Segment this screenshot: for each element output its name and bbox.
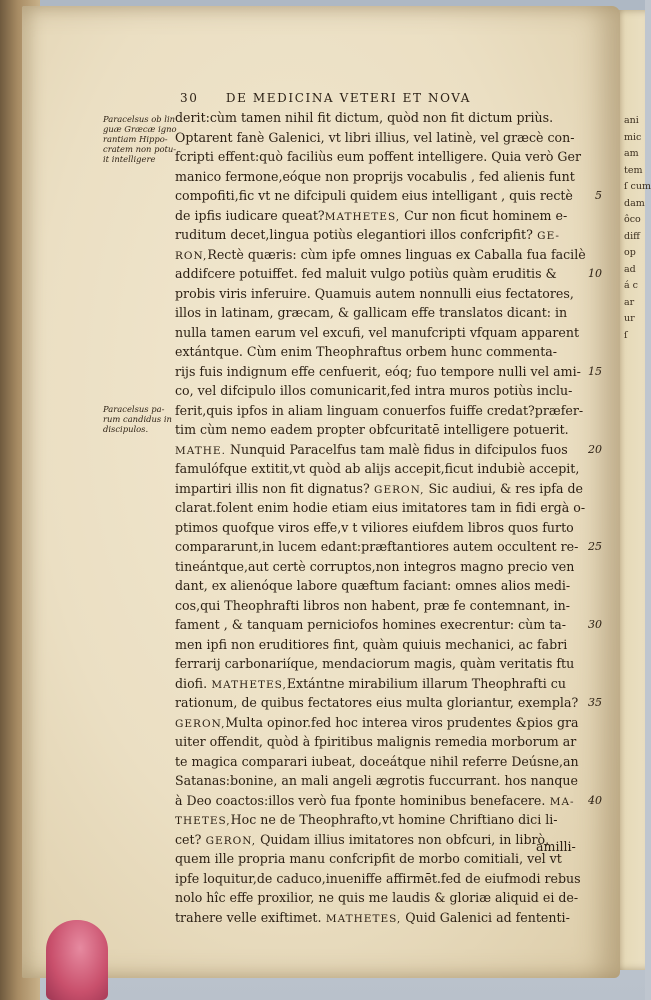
- line-number: 40: [588, 793, 602, 807]
- text-line: [175, 186, 595, 206]
- text-line: [175, 849, 595, 869]
- text-line: [175, 674, 595, 694]
- line-number-blank: [578, 284, 602, 304]
- line-number-blank: [578, 206, 602, 226]
- line-text: tim cùm nemo eadem propter obfcuritatē intelligere potuerit.: [175, 422, 569, 437]
- line-number-blank: [578, 635, 602, 655]
- gloss-line: Paracelsus ob lin: [103, 114, 176, 124]
- line-number-blank: [578, 108, 602, 128]
- line-number-blank: [578, 479, 602, 499]
- line-text: nulla tamen earum vel excufi, vel manufcripti vfquam apparent: [175, 324, 580, 340]
- speaker-name: GE-: [532, 230, 560, 242]
- line-number: 5: [595, 189, 602, 202]
- gloss-line: cratem non potu-: [103, 144, 177, 154]
- line-number-blank: [578, 888, 602, 908]
- text-line: [175, 518, 595, 538]
- line-text-after-speaker: Multa opinor.fed hoc interea viros prudentes &pios gra: [225, 714, 579, 730]
- line-text: illos in latinam, græcam, & gallicam effe translatos dicant: in: [175, 305, 568, 320]
- speaker-name: MATHETES,: [207, 678, 287, 691]
- text-line: [175, 401, 595, 421]
- line-number-column: [578, 108, 602, 927]
- line-text: addifcere potuiffet. fed maluit vulgo potiùs quàm eruditis &: [175, 266, 557, 281]
- text-line: [175, 635, 595, 655]
- line-number-blank: [578, 323, 602, 343]
- line-text: ferit,quis ipfos in aliam linguam conuerfos fuiffe credat?præfer-: [175, 402, 584, 418]
- line-number-blank: [578, 654, 602, 674]
- line-number-blank: [578, 596, 602, 616]
- line-number-blank: [578, 674, 602, 694]
- line-number-blank: [578, 830, 602, 850]
- line-text: impartiri illis non fit dignatus?: [175, 480, 370, 496]
- text-line: [175, 147, 595, 167]
- running-head: [180, 91, 540, 105]
- text-line: [175, 440, 595, 460]
- line-number-blank: [578, 732, 602, 752]
- facing-page-fragment: ani: [624, 115, 639, 126]
- facing-page-fragment: tem: [624, 164, 643, 176]
- line-number-blank: [578, 869, 602, 889]
- side-gloss-paracelsus-disciples: [103, 404, 179, 434]
- line-text: rijs fuis indignum effe cenfuerit, eóq; fuo tempore nulli vel ami-: [175, 363, 581, 379]
- line-number: 30: [588, 618, 602, 631]
- speaker-name: GERON,: [369, 483, 425, 496]
- text-line: [175, 264, 595, 284]
- running-head-title: DE MEDICINA VETERI ET NOVA: [225, 91, 472, 105]
- line-text: cet?: [175, 831, 202, 847]
- line-text: trahere velle exiftimet.: [175, 909, 322, 925]
- text-line: [175, 791, 595, 811]
- text-line: [175, 557, 595, 577]
- line-number-blank: [578, 849, 602, 869]
- line-number-blank: [578, 518, 602, 538]
- facing-page-fragment: á c: [624, 280, 639, 291]
- scanner-thumb: [46, 920, 108, 1000]
- line-text: co, vel difcipulo illos comunicarit,fed intra muros potiùs inclu-: [175, 383, 573, 398]
- text-line: [175, 206, 595, 226]
- facing-page-fragment: ôco: [624, 214, 641, 225]
- gloss-line: it intelligere: [103, 154, 156, 164]
- line-number-blank: [578, 342, 602, 362]
- line-number-blank: [578, 713, 602, 733]
- line-text: probis viris inferuire. Quamuis autem nonnulli eius fectatores,: [175, 285, 574, 301]
- line-text-after-speaker: Quid Galenici ad fententi-: [401, 909, 570, 925]
- line-text: uiter offendit, quòd à fpiritibus malignis remedia morborum ar: [175, 734, 577, 749]
- facing-page-fragment: ad: [624, 263, 636, 275]
- facing-page-fragment: mic: [624, 131, 642, 143]
- line-number-blank: [578, 381, 602, 401]
- line-text: extántque. Cùm enim Theophraftus orbem hunc commenta-: [175, 344, 558, 359]
- line-text: ipfe loquitur,de caduco,inueniffe affirmēt.fed de eiufmodi rebus: [175, 870, 581, 886]
- line-text: cos,qui Theophrafti libros non habent, præ fe contemnant, in-: [175, 597, 571, 613]
- line-text-after-speaker: Rectè quæris: cùm ipfe omnes linguas ex Caballa fua facilè: [207, 246, 586, 262]
- line-number-blank: [578, 420, 602, 440]
- line-text: famulófque extitit,vt quòd ab alijs accepit,ficut indubiè accepit,: [175, 461, 580, 476]
- line-number: 35: [588, 696, 602, 709]
- line-number: 20: [588, 442, 602, 456]
- line-text-after-speaker: Extántne mirabilium illarum Theophrafti cu: [286, 675, 566, 691]
- line-number-blank: [578, 459, 602, 479]
- text-line: [175, 362, 595, 382]
- line-text: te magica comparari iubeat, doceátque nihil referre Deúsne,an: [175, 753, 579, 769]
- gloss-line: rantiam Hippo-: [103, 134, 168, 144]
- line-number-blank: [578, 167, 602, 187]
- gloss-line: rum candidus in: [103, 414, 172, 424]
- line-text: ruditum decet,lingua potiùs elegantiori illos confcripfit?: [175, 227, 533, 242]
- gloss-line: discipulos.: [103, 424, 149, 434]
- line-number-blank: [578, 128, 602, 148]
- speaker-name: MATHETES,: [321, 912, 402, 925]
- text-line: [175, 810, 595, 830]
- text-line: [175, 869, 595, 889]
- line-text-after-speaker: Hoc ne de Theophrafto,vt homine Chriftiano dici li-: [230, 812, 558, 827]
- text-line: [175, 830, 595, 850]
- line-text: quem ille propria manu confcripfit de morbo comitiali, vel vt: [175, 851, 562, 866]
- line-number-blank: [578, 245, 602, 265]
- line-number-blank: [578, 771, 602, 791]
- line-number-blank: [578, 498, 602, 518]
- line-text: de ipfis iudicare queat?: [175, 207, 325, 223]
- line-text: ptimos quofque viros effe,v t viliores eiufdem libros quos furto: [175, 519, 574, 535]
- facing-page-fragment: ar: [624, 296, 635, 308]
- line-number-blank: [578, 147, 602, 167]
- facing-page-fragment: am: [624, 148, 639, 159]
- speaker-name: GERON,: [175, 717, 226, 730]
- line-text: Satanas:bonine, an mali angeli ægrotis fuccurrant. hos nanque: [175, 773, 578, 788]
- line-text: manico fermone,eóque non proprijs vocabulis , fed alienis funt: [175, 168, 575, 184]
- line-number-blank: [578, 576, 602, 596]
- text-line: [175, 654, 595, 674]
- text-line: [175, 537, 595, 557]
- text-line: [175, 771, 595, 791]
- gloss-line: Paracelsus pa-: [103, 404, 165, 414]
- text-line: [175, 459, 595, 479]
- text-line: [175, 596, 595, 616]
- text-line: [175, 752, 595, 772]
- text-line: [175, 284, 595, 304]
- facing-page-fragment: op: [624, 247, 636, 258]
- speaker-name: GERON,: [201, 834, 257, 847]
- text-line: [175, 498, 595, 518]
- text-line: [175, 128, 595, 148]
- speaker-name: RON,: [175, 249, 208, 262]
- facing-page-fragment: ſ cum: [624, 181, 651, 192]
- speaker-name: MATHETES,: [324, 210, 401, 223]
- text-line: [175, 888, 595, 908]
- line-text: ferrarij carbonariíque, mendaciorum magis, quàm veritatis ftu: [175, 656, 575, 671]
- text-line: [175, 713, 595, 733]
- text-line: [175, 245, 595, 265]
- line-number: 10: [588, 267, 602, 280]
- text-line: [175, 732, 595, 752]
- line-text-after-speaker: Nunquid Paracelfus tam malè fidus in difcipulos fuos: [225, 441, 568, 457]
- line-text-after-speaker: Sic audiui, & res ipfa de: [424, 480, 583, 496]
- facing-page-fragment: diff: [624, 230, 640, 242]
- line-text: dant, ex alienóque labore quæftum faciant: omnes alios medi-: [175, 578, 571, 593]
- line-text: clarat.folent enim hodie etiam eius imitatores tam in fidi ergà o-: [175, 500, 586, 515]
- speaker-name: THETES,: [175, 815, 231, 827]
- gloss-line: guæ Græcæ igno: [103, 124, 177, 134]
- line-text: à Deo coactos:illos verò fua fponte hominibus benefacere.: [175, 792, 546, 808]
- speaker-name: MATHE.: [175, 444, 226, 457]
- text-line: [175, 693, 595, 713]
- line-number-blank: [578, 401, 602, 421]
- text-line: [175, 908, 595, 928]
- line-text-after-speaker: Quidam illius imitatores non obfcuri, in librò,: [256, 831, 550, 847]
- text-line: [175, 615, 595, 635]
- line-text: fament , & tanquam perniciofos homines execrentur: cùm ta-: [175, 617, 567, 632]
- speaker-name: MA-: [545, 795, 575, 808]
- facing-page-fragment: dam: [624, 197, 645, 209]
- text-line: [175, 479, 595, 499]
- text-line: [175, 108, 595, 128]
- body-text: [175, 108, 595, 927]
- line-number-blank: [578, 752, 602, 772]
- line-text: diofi.: [175, 675, 208, 691]
- facing-page-fragment: ſ: [624, 329, 628, 341]
- catchword: amilli-: [536, 839, 576, 854]
- line-text: Optarent fanè Galenici, vt libri illius, vel latinè, vel græcè con-: [175, 129, 575, 145]
- line-number-blank: [578, 557, 602, 577]
- text-line: [175, 381, 595, 401]
- line-text: compararunt,in lucem edant:præftantiores autem occultent re-: [175, 539, 579, 554]
- text-line: [175, 323, 595, 343]
- text-line: [175, 303, 595, 323]
- line-text: derit:cùm tamen nihil fit dictum, quòd non fit dictum priùs.: [175, 110, 554, 125]
- line-number-blank: [578, 810, 602, 830]
- text-line: [175, 576, 595, 596]
- line-text: compofiti,fic vt ne difcipuli quidem eius intelligant , quis rectè: [175, 188, 573, 203]
- line-text: men ipfi non eruditiores fint, quàm quiuis mechanici, ac fabri: [175, 636, 568, 652]
- text-line: [175, 342, 595, 362]
- line-text: tineántque,aut certè corruptos,non integros magno precio ven: [175, 558, 575, 574]
- line-text: nolo hîc effe proxilior, ne quis me laudis & gloriæ aliquid ei de-: [175, 890, 579, 905]
- line-number-blank: [578, 908, 602, 928]
- side-gloss-paracelsus-greek: [103, 114, 179, 164]
- text-line: [175, 167, 595, 187]
- text-line: [175, 225, 595, 245]
- facing-page-fragment: ur: [624, 313, 635, 324]
- line-text: rationum, de quibus fectatores eius multa gloriantur, exempla?: [175, 695, 579, 710]
- text-line: [175, 420, 595, 440]
- line-number-blank: [578, 225, 602, 245]
- line-text: fcripti effent:quò faciliùs eum poffent intelligere. Quia verò Ger: [175, 149, 581, 164]
- line-text-after-speaker: Cur non ficut hominem e-: [400, 207, 568, 223]
- page-number: 30: [180, 91, 199, 105]
- line-number: 15: [588, 364, 602, 378]
- line-number: 25: [588, 540, 602, 553]
- line-number-blank: [578, 303, 602, 323]
